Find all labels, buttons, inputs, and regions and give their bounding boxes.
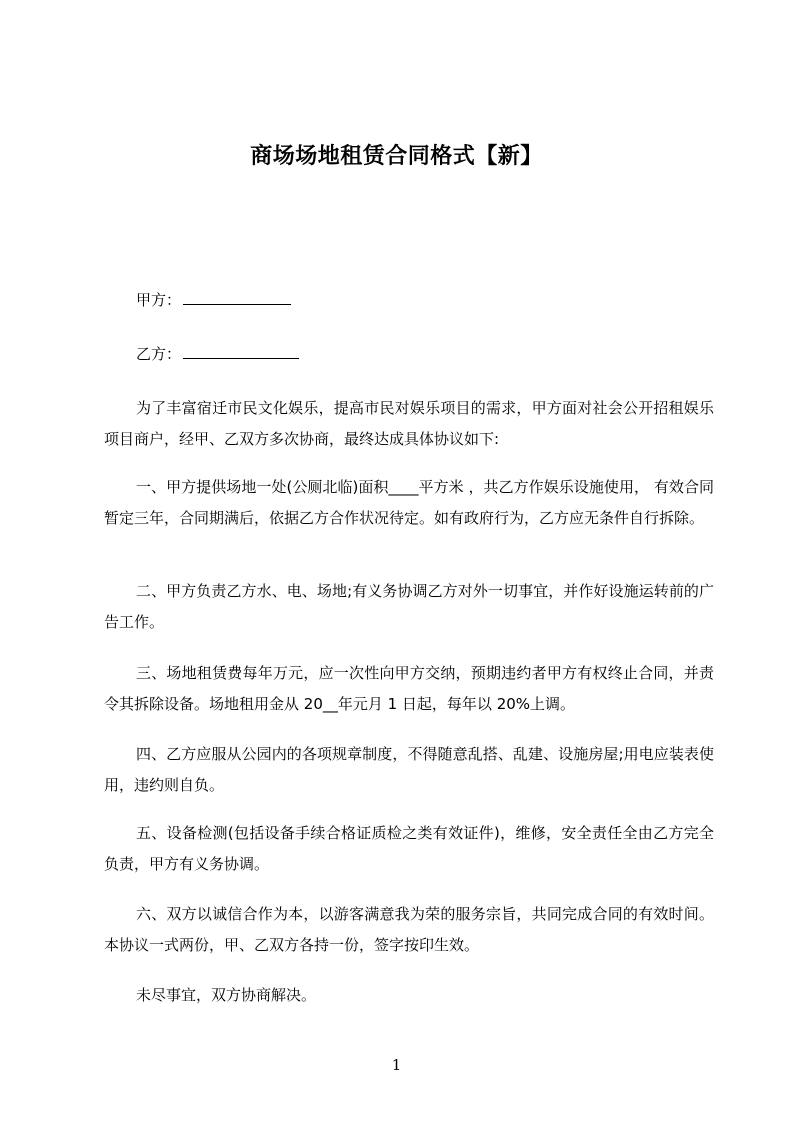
clause-3-paragraph: 三、场地租赁费每年万元，应一次性向甲方交纳，预期违约者甲方有权终止合同，并责令其拆除设备。场地租用金从 20__年元月 1 日起，每年以 20%上调。 [104,664,714,713]
clause-4-paragraph: 四、乙方应服从公园内的各项规章制度，不得随意乱搭、乱建、设施房屋;用电应装表使用，违约则自负。 [104,745,714,794]
preamble-paragraph: 为了丰富宿迁市民文化娱乐，提高市民对娱乐项目的需求，甲方面对社会公开招租娱乐项目商户，经甲、乙双方多次协商，最终达成具体协议如下: [104,399,714,448]
party-a-field [136,288,291,312]
document-title: 商场场地租赁合同格式【新】 [250,144,543,169]
clause-1-paragraph: 一、甲方提供场地一处(公厕北临)面积____平方米 ，共乙方作娱乐设施使用， 有效合同暂定三年，合同期满后，依据乙方合作状况待定。如有政府行为，乙方应无条件自行拆除。 [104,478,714,527]
party-b-field [136,342,299,366]
clause-6-paragraph: 六、双方以诚信合作为本，以游客满意我为荣的服务宗旨，共同完成合同的有效时间。本协议一式两份，甲、乙双方各持一份，签字按印生效。 [104,905,714,954]
party-a-label: 甲方： [136,291,182,309]
party-b-label: 乙方： [136,345,182,363]
closing-paragraph: 未尽事宜，双方协商解决。 [136,986,317,1004]
party-a-blank-line [183,290,291,305]
clause-2-paragraph: 二、甲方负责乙方水、电、场地;有义务协调乙方对外一切事宜，并作好设施运转前的广告工作。 [104,582,714,631]
page-number: 1 [391,1056,402,1074]
clause-5-paragraph: 五、设备检测(包括设备手续合格证质检之类有效证件)，维修，安全责任全由乙方完全负责，甲方有义务协调。 [104,824,714,873]
party-b-blank-line [183,344,299,359]
